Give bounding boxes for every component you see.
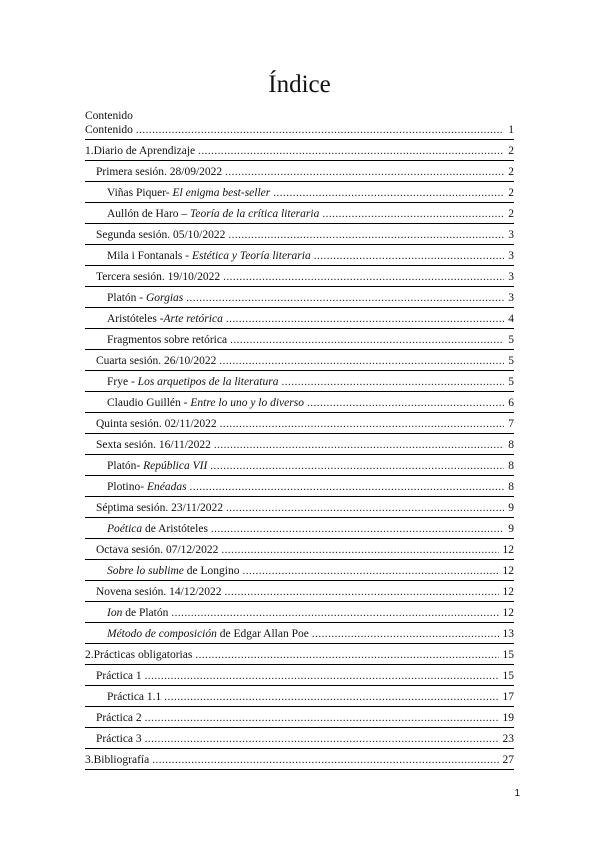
toc-entry-label-part: Viñas Piquer- bbox=[107, 187, 173, 199]
toc-dot-leader bbox=[136, 123, 504, 137]
page-number: 1 bbox=[514, 788, 520, 799]
toc-entry-page: 2 bbox=[508, 208, 514, 220]
toc-dot-leader bbox=[171, 606, 498, 620]
toc-list bbox=[85, 123, 514, 770]
toc-entry[interactable] bbox=[85, 161, 514, 182]
toc-dot-leader bbox=[226, 501, 504, 515]
toc-entry-label bbox=[96, 501, 224, 515]
toc-entry-label bbox=[107, 522, 209, 536]
toc-entry-label-part: Fragmentos sobre retórica bbox=[107, 334, 228, 346]
toc-entry-label-part: Práctica 1 bbox=[96, 670, 142, 682]
toc-entry-page: 12 bbox=[502, 586, 514, 598]
toc-entry-label-part: Octava sesión. 07/12/2022 bbox=[96, 544, 219, 556]
toc-entry-label-part: de Aristóteles bbox=[142, 523, 208, 535]
toc-entry-label bbox=[96, 165, 223, 179]
toc-dot-leader bbox=[214, 438, 504, 452]
toc-entry-label bbox=[107, 249, 312, 263]
toc-entry-label-part: Mila i Fontanals - bbox=[107, 250, 192, 262]
toc-entry-label bbox=[85, 123, 134, 137]
toc-entry-label bbox=[107, 207, 320, 221]
toc-dot-leader bbox=[186, 291, 504, 305]
toc-entry[interactable] bbox=[85, 560, 514, 581]
toc-entry-page: 8 bbox=[508, 439, 514, 451]
toc-entry[interactable] bbox=[85, 413, 514, 434]
toc-entry-label-part: Contenido bbox=[85, 124, 133, 136]
toc-entry-label-part: Segunda sesión. 05/10/2022 bbox=[96, 229, 226, 241]
toc-entry-label bbox=[107, 459, 208, 473]
toc-entry-page: 6 bbox=[508, 397, 514, 409]
toc-entry-label-part: Claudio Guillén - bbox=[107, 397, 191, 409]
toc-entry-label-part: Teoría de la crítica literaria bbox=[190, 208, 320, 220]
toc-entry-page: 1 bbox=[508, 124, 514, 136]
table-of-contents bbox=[85, 110, 514, 770]
toc-entry-label-part: Quinta sesión. 02/11/2022 bbox=[96, 418, 217, 430]
toc-entry-page: 7 bbox=[508, 418, 514, 430]
toc-entry[interactable] bbox=[85, 749, 514, 770]
toc-entry[interactable] bbox=[85, 434, 514, 455]
toc-entry[interactable] bbox=[85, 497, 514, 518]
toc-entry-label bbox=[107, 375, 279, 389]
toc-entry-label bbox=[85, 753, 150, 767]
toc-entry-page: 3 bbox=[508, 229, 514, 241]
toc-entry[interactable] bbox=[85, 329, 514, 350]
toc-entry[interactable] bbox=[85, 455, 514, 476]
toc-entry-label bbox=[107, 333, 228, 347]
toc-dot-leader bbox=[312, 627, 499, 641]
toc-entry[interactable] bbox=[85, 245, 514, 266]
toc-entry-label bbox=[107, 480, 188, 494]
toc-entry-label-part: de Platón bbox=[122, 607, 169, 619]
toc-dot-leader bbox=[152, 753, 498, 767]
toc-entry[interactable] bbox=[85, 371, 514, 392]
toc-entry-page: 12 bbox=[502, 565, 514, 577]
toc-entry[interactable] bbox=[85, 350, 514, 371]
toc-entry[interactable] bbox=[85, 308, 514, 329]
toc-entry[interactable] bbox=[85, 140, 514, 161]
toc-dot-leader bbox=[226, 312, 504, 326]
toc-dot-leader bbox=[145, 711, 499, 725]
toc-entry-label bbox=[96, 669, 143, 683]
toc-entry-label bbox=[96, 585, 223, 599]
toc-entry-label-part: Entre lo uno y lo diverso bbox=[190, 397, 304, 409]
toc-dot-leader bbox=[230, 333, 504, 347]
toc-entry-label-part: Plotino- bbox=[107, 481, 147, 493]
toc-entry-page: 3 bbox=[508, 250, 514, 262]
toc-entry-label bbox=[96, 438, 212, 452]
toc-entry-label-part: Cuarta sesión. 26/10/2022 bbox=[96, 355, 217, 367]
toc-entry[interactable] bbox=[85, 287, 514, 308]
toc-entry-label-part: Enéadas bbox=[146, 481, 187, 493]
toc-entry-label bbox=[96, 417, 218, 431]
toc-dot-leader bbox=[195, 648, 498, 662]
toc-entry-page: 5 bbox=[508, 334, 514, 346]
toc-dot-leader bbox=[219, 354, 504, 368]
toc-entry-label-part: Los arquetipos de la literatura bbox=[137, 376, 279, 388]
toc-entry-label-part: Práctica 1.1 bbox=[107, 691, 162, 703]
toc-entry-label-part: Novena sesión. 14/12/2022 bbox=[96, 586, 222, 598]
toc-entry-page: 12 bbox=[502, 607, 514, 619]
toc-dot-leader bbox=[225, 585, 499, 599]
toc-dot-leader bbox=[281, 375, 504, 389]
toc-entry[interactable] bbox=[85, 539, 514, 560]
toc-entry-label bbox=[107, 606, 169, 620]
toc-heading: Contenido bbox=[85, 110, 133, 122]
toc-entry-label-part: de Longino bbox=[183, 565, 240, 577]
toc-entry-label bbox=[107, 186, 271, 200]
toc-dot-leader bbox=[228, 228, 504, 242]
toc-entry[interactable] bbox=[85, 686, 514, 707]
toc-entry-page: 23 bbox=[502, 733, 514, 745]
toc-entry-page: 17 bbox=[502, 691, 514, 703]
toc-entry-label bbox=[96, 732, 143, 746]
page-title: Índice bbox=[268, 71, 331, 98]
toc-entry-label-part: Platón - bbox=[107, 292, 146, 304]
toc-entry-label bbox=[96, 228, 226, 242]
toc-dot-leader bbox=[211, 522, 504, 536]
toc-entry-label-part: Gorgias bbox=[145, 292, 184, 304]
toc-dot-leader bbox=[198, 144, 504, 158]
toc-entry-label bbox=[107, 627, 310, 641]
toc-entry[interactable] bbox=[85, 123, 514, 140]
toc-entry-label bbox=[107, 396, 305, 410]
toc-entry-label-part: 2.Prácticas obligatorias bbox=[85, 649, 193, 661]
toc-entry-page: 3 bbox=[508, 271, 514, 283]
toc-entry[interactable] bbox=[85, 476, 514, 497]
toc-entry-page: 13 bbox=[502, 628, 514, 640]
toc-entry-label bbox=[85, 144, 196, 158]
toc-entry-page: 5 bbox=[508, 376, 514, 388]
toc-entry-label-part: Frye - bbox=[107, 376, 138, 388]
toc-entry-label-part: Práctica 2 bbox=[96, 712, 142, 724]
toc-entry-label-part: Tercera sesión. 19/10/2022 bbox=[96, 271, 221, 283]
toc-entry-page: 27 bbox=[502, 754, 514, 766]
toc-entry-label bbox=[107, 690, 162, 704]
toc-entry[interactable] bbox=[85, 665, 514, 686]
toc-entry-label-part: Aullón de Haro – bbox=[107, 208, 191, 220]
toc-dot-leader bbox=[322, 207, 504, 221]
toc-entry-label bbox=[85, 648, 193, 662]
toc-entry-label-part: de Edgar Allan Poe bbox=[216, 628, 309, 640]
toc-entry-page: 12 bbox=[502, 544, 514, 556]
toc-dot-leader bbox=[220, 417, 505, 431]
toc-entry-page: 2 bbox=[508, 187, 514, 199]
toc-entry-label bbox=[107, 291, 184, 305]
toc-entry-label bbox=[107, 564, 240, 578]
toc-entry-page: 15 bbox=[502, 649, 514, 661]
toc-entry-page: 9 bbox=[508, 502, 514, 514]
toc-dot-leader bbox=[225, 165, 504, 179]
toc-entry[interactable] bbox=[85, 602, 514, 623]
toc-entry-label bbox=[96, 711, 143, 725]
toc-entry-label-part: Práctica 3 bbox=[96, 733, 142, 745]
toc-entry-label-part: Séptima sesión. 23/11/2022 bbox=[96, 502, 224, 514]
toc-dot-leader bbox=[307, 396, 504, 410]
toc-entry-page: 3 bbox=[508, 292, 514, 304]
toc-dot-leader bbox=[164, 690, 498, 704]
toc-entry-label-part: Poética bbox=[107, 523, 143, 535]
toc-entry[interactable] bbox=[85, 224, 514, 245]
toc-entry-page: 8 bbox=[508, 481, 514, 493]
toc-entry-page: 8 bbox=[508, 460, 514, 472]
toc-entry-label-part: Arte retórica bbox=[163, 313, 223, 325]
toc-entry[interactable] bbox=[85, 182, 514, 203]
toc-entry[interactable] bbox=[85, 623, 514, 644]
toc-entry-label-part: El enigma best-seller bbox=[172, 187, 271, 199]
toc-entry[interactable] bbox=[85, 266, 514, 287]
toc-entry-label-part: Estética y Teoría literaria bbox=[191, 250, 311, 262]
toc-entry[interactable] bbox=[85, 518, 514, 539]
toc-dot-leader bbox=[190, 480, 505, 494]
toc-entry[interactable] bbox=[85, 581, 514, 602]
toc-dot-leader bbox=[223, 270, 504, 284]
toc-entry-label-part: Sexta sesión. 16/11/2022 bbox=[96, 439, 211, 451]
toc-entry-page: 15 bbox=[502, 670, 514, 682]
toc-entry-page: 2 bbox=[508, 145, 514, 157]
toc-entry-page: 2 bbox=[508, 166, 514, 178]
toc-entry-label-part: República VII bbox=[143, 460, 208, 472]
toc-entry-page: 9 bbox=[508, 523, 514, 535]
toc-entry-label bbox=[96, 543, 219, 557]
toc-entry-label bbox=[107, 312, 224, 326]
toc-entry-label-part: 3.Bibliografía bbox=[85, 754, 150, 766]
toc-entry-page: 4 bbox=[508, 313, 514, 325]
toc-dot-leader bbox=[242, 564, 498, 578]
toc-dot-leader bbox=[145, 669, 499, 683]
toc-entry-label-part: Ion bbox=[107, 607, 123, 619]
toc-dot-leader bbox=[221, 543, 498, 557]
toc-entry[interactable] bbox=[85, 707, 514, 728]
toc-entry-label-part: Método de composición bbox=[107, 628, 217, 640]
toc-entry-label-part: Aristóteles - bbox=[107, 313, 164, 325]
toc-entry-label-part: Sobre lo sublime bbox=[107, 565, 184, 577]
toc-dot-leader bbox=[145, 732, 499, 746]
toc-entry-label-part: Platón- bbox=[107, 460, 144, 472]
toc-entry-page: 19 bbox=[502, 712, 514, 724]
toc-entry-page: 5 bbox=[508, 355, 514, 367]
toc-entry[interactable] bbox=[85, 392, 514, 413]
toc-entry-label bbox=[96, 270, 221, 284]
toc-dot-leader bbox=[314, 249, 505, 263]
toc-dot-leader bbox=[210, 459, 504, 473]
toc-entry[interactable] bbox=[85, 728, 514, 749]
toc-entry[interactable] bbox=[85, 203, 514, 224]
toc-dot-leader bbox=[273, 186, 504, 200]
toc-entry-label bbox=[96, 354, 217, 368]
toc-entry-label-part: 1.Diario de Aprendizaje bbox=[85, 145, 196, 157]
toc-entry[interactable] bbox=[85, 644, 514, 665]
toc-entry-label-part: Primera sesión. 28/09/2022 bbox=[96, 166, 223, 178]
